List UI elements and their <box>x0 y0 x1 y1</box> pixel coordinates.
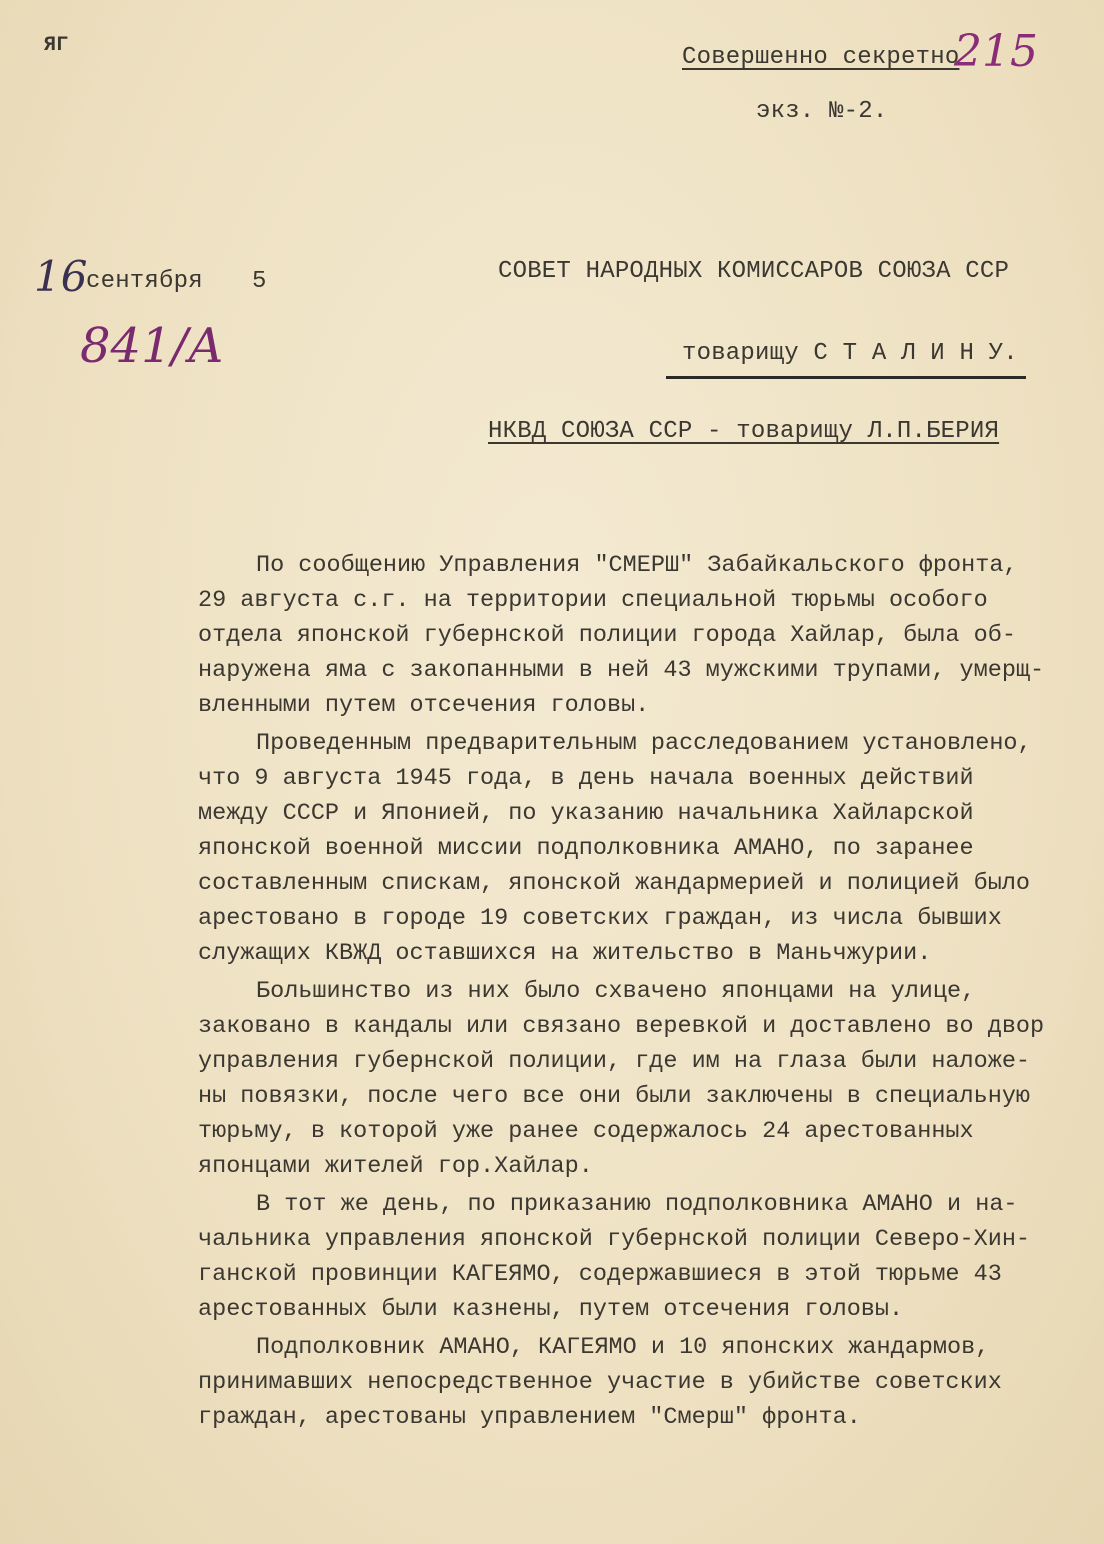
body-line: японской военной миссии подполковника АМАНО, по заранее <box>198 835 974 862</box>
page-number-handwritten: 215 <box>954 26 1038 77</box>
initials: ЯГ <box>44 34 69 57</box>
date-month: сентября <box>86 268 203 295</box>
body-line: ны повязки, после чего все они были заключены в специальную <box>198 1083 1031 1110</box>
body-line: служащих КВЖД оставшихся на жительство в Маньчжурии. <box>198 940 932 967</box>
classification-stamp: Совершенно секретно <box>682 44 960 71</box>
addressee-stalin: товарищу С Т А Л И Н У. <box>682 340 1018 367</box>
body-line: В тот же день, по приказанию подполковника АМАНО и на- <box>256 1191 1018 1218</box>
body-line: тюрьму, в которой уже ранее содержалось 24 арестованных <box>198 1118 974 1145</box>
body-line: чальника управления японской губернской полиции Северо-Хин- <box>198 1226 1031 1253</box>
body-line: ганской провинции КАГЕЯМО, содержавшиеся в этой тюрьме 43 <box>198 1261 1002 1288</box>
body-line: заковано в кандалы или связано веревкой и доставлено во двор <box>198 1013 1045 1040</box>
body-line: между СССР и Японией, по указанию начальника Хайларской <box>198 800 974 827</box>
body-line: По сообщению Управления "СМЕРШ" Забайкальского фронта, <box>256 552 1018 579</box>
body-line: Проведенным предварительным расследованием установлено, <box>256 730 1032 757</box>
body-line: что 9 августа 1945 года, в день начала военных действий <box>198 765 974 792</box>
registration-number-handwritten: 841/А <box>80 318 225 374</box>
addressee-rule <box>666 376 1026 379</box>
body-line: арестовано в городе 19 советских граждан, из числа бывших <box>198 905 1002 932</box>
body-line: японцами жителей гор.Хайлар. <box>198 1153 593 1180</box>
body-line: арестованных были казнены, путем отсечения головы. <box>198 1296 904 1323</box>
body-line: наружена яма с закопанными в ней 43 мужскими трупами, умерщ- <box>198 657 1045 684</box>
date-year-fragment: 5 <box>252 268 267 295</box>
body-line: Подполковник АМАНО, КАГЕЯМО и 10 японских жандармов, <box>256 1334 990 1361</box>
body-line: принимавших непосредственное участие в убийстве советских <box>198 1369 1002 1396</box>
copy-number: экз. №-2. <box>756 98 888 125</box>
body-line: отдела японской губернской полиции города Хайлар, была об- <box>198 622 1016 649</box>
addressee-council: СОВЕТ НАРОДНЫХ КОМИССАРОВ СОЮЗА ССР <box>498 258 1010 285</box>
body-line: управления губернской полиции, где им на глаза были наложе- <box>198 1048 1031 1075</box>
body-line: 29 августа с.г. на территории специальной тюрьмы особого <box>198 587 988 614</box>
body-line: составленным спискам, японской жандармерией и полицией было <box>198 870 1031 897</box>
addressee-beria: НКВД СОЮЗА ССР - товарищу Л.П.БЕРИЯ <box>488 418 1000 445</box>
body-line: Большинство из них было схвачено японцами на улице, <box>256 978 976 1005</box>
date-day-handwritten: 16 <box>34 252 88 301</box>
body-line: вленными путем отсечения головы. <box>198 692 650 719</box>
body-line: граждан, арестованы управлением "Смерш" фронта. <box>198 1404 861 1431</box>
